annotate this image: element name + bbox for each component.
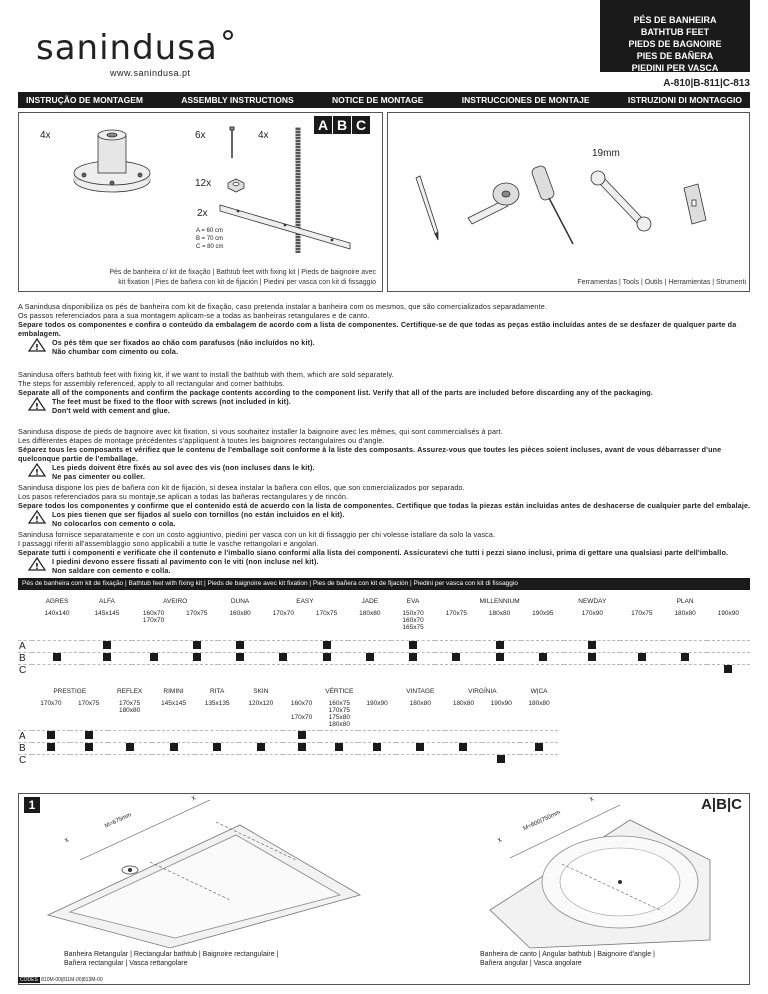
svg-text:!: ! [35, 343, 39, 352]
compat-cell [152, 754, 196, 766]
size-c: C = 80 cm [196, 244, 224, 250]
text-line: The steps for assembly referenced, apply to all rectangular and corner bathtubs. [18, 379, 285, 388]
variant-c: C [352, 116, 370, 134]
compat-cell [239, 754, 283, 766]
compat-table-2 [18, 688, 750, 766]
compatible-mark [236, 641, 244, 649]
corner-bathtub-caption [480, 950, 655, 968]
compat-cell [32, 730, 70, 742]
compat-cell [218, 664, 261, 676]
components-caption-line: Pés de banheira c/ kit de fixação | Bathtub feet with fixing kit | Pieds de baignoire avec [109, 269, 376, 276]
compatible-mark [236, 653, 244, 661]
variant-row-label: A [19, 730, 26, 742]
variant-row-label: A [19, 640, 26, 652]
compat-cell [239, 742, 283, 754]
compat-cell [445, 730, 483, 742]
codes-label: CODES [20, 977, 38, 983]
compat-cell [262, 664, 305, 676]
warning-icon [28, 338, 46, 352]
fixing-bar-icon [220, 205, 350, 249]
compat-cell [70, 730, 108, 742]
tools-caption: Ferramentas | Tools | Outils | Herramientas | Strumenti [577, 279, 746, 286]
size-cell: 180x80 [488, 610, 511, 617]
compatible-mark [103, 641, 111, 649]
model-name: REFLEX [116, 688, 143, 695]
compatible-mark [335, 743, 343, 751]
x-label: X [588, 796, 596, 804]
warning-icon [28, 557, 46, 571]
compatible-mark [47, 731, 55, 739]
compat-cell [175, 652, 218, 664]
warning-icon [28, 510, 46, 524]
text-line: Les différentes étapes de montage précédentes s'appliquent à toutes les baignoires rectangulaires ou d'angle. [18, 436, 385, 445]
compatible-mark [366, 653, 374, 661]
size-list [196, 227, 224, 251]
caption-line: Banheira Retangular | Rectangular bathtub | Baignoire rectangulaire | [64, 951, 279, 958]
compat-cell [520, 730, 558, 742]
step-variants: A|B|C [701, 796, 742, 813]
compatible-mark [298, 743, 306, 751]
compat-cell [391, 664, 434, 676]
spirit-level-icon [684, 184, 706, 224]
compat-cell [358, 742, 396, 754]
compat-cell [564, 664, 620, 676]
compatible-mark [323, 641, 331, 649]
compatible-mark [452, 653, 460, 661]
compatible-mark [257, 743, 265, 751]
size-cell: 170x70 [272, 610, 294, 617]
model-name: MILLENNIUM [479, 598, 520, 605]
size-cell: 120x120 [248, 700, 274, 707]
compatible-mark [681, 653, 689, 661]
compat-cell [32, 664, 82, 676]
tools-illustration [408, 160, 738, 250]
compat-cell [132, 664, 175, 676]
text-line: Sanindusa offers bathtub feet with fixing kit, if we want to install the bathtub with them, which are sold separately. [18, 370, 394, 379]
text-line: Sanindusa dispone los pies de bañera con kit de fijación, si desea instalar la bañera con ellos, que son comercializados por separado. [18, 483, 465, 492]
compat-cell [391, 652, 434, 664]
title-line: PIEDINI PER VASCA [631, 63, 719, 73]
compat-cell [218, 640, 261, 652]
compat-cell [358, 730, 396, 742]
warning-text: Les pieds doivent être fixés au sol avec des vis (non incluses dans le kit). [52, 463, 315, 472]
compat-cell [108, 742, 152, 754]
text-bold: Separate all of the components and confirm the package contents according to the component list. Verify that all of the parts are included before discarding any of the packaging. [18, 388, 653, 397]
variant-row-label: B [19, 742, 26, 754]
compat-cell [175, 664, 218, 676]
lang-title-es: INSTRUCCIONES DE MONTAJE [461, 95, 590, 105]
compat-cell [396, 730, 445, 742]
qty-bar: 2x [197, 208, 208, 219]
compatible-mark [416, 743, 424, 751]
compatible-mark [85, 743, 93, 751]
screw-icon [230, 127, 234, 158]
svg-text:!: ! [35, 515, 39, 524]
warning-text: No colocarlos con cemento o cola. [52, 519, 176, 528]
compat-cell [108, 730, 152, 742]
size-cell: 160x70 170x70 [142, 610, 165, 624]
size-cell: 190x90 [366, 700, 388, 707]
compat-cell [358, 754, 396, 766]
compatible-mark [409, 641, 417, 649]
compat-cell [482, 742, 520, 754]
compat-cell [82, 640, 132, 652]
size-b: B = 70 cm [196, 236, 224, 242]
size-cell: 190x90 [717, 610, 739, 617]
compat-cell [348, 664, 391, 676]
compat-cell [663, 652, 706, 664]
components-caption-line: kit fixation | Pies de bañera con kit de fijación | Piedini per vasca con kit di fissaggio [118, 279, 376, 286]
size-cell: 180x80 [359, 610, 381, 617]
compat-cell [320, 742, 358, 754]
warning-text: Ne pas cimenter ou coller. [52, 472, 145, 481]
compat-cell [445, 742, 483, 754]
compat-cell [478, 640, 521, 652]
compatible-mark [539, 653, 547, 661]
qty-feet: 4x [40, 130, 51, 141]
warning-icon [28, 463, 46, 477]
compatible-mark [373, 743, 381, 751]
brand-logo: sanindusa [36, 28, 218, 68]
caption-line: Banheira de canto | Angular bathtub | Baignoire d'angle | [480, 951, 655, 958]
compatible-mark [103, 653, 111, 661]
compat-cell [305, 652, 348, 664]
compat-cell [195, 730, 239, 742]
text-es [18, 483, 754, 528]
wrench-icon [591, 171, 651, 231]
corner-bathtub-illustration [470, 800, 730, 950]
warning-text: Os pés têm que ser fixados ao chão com parafusos (não incluídos no kit). [52, 338, 315, 347]
compatible-mark [298, 731, 306, 739]
size-cell: 160x80 [229, 610, 251, 617]
svg-text:!: ! [35, 468, 39, 477]
x-label: X [63, 837, 71, 845]
text-bold: Séparez tous les composants et vérifiez que le contenu de l'emballage soit conforme à la liste des composants. Assurez-vous que toutes les pièces soient incluses, avant de vous débarrasser d'une quelconque partie de l'emballage. [18, 445, 722, 463]
size-cell: 190x95 [532, 610, 554, 617]
logo-mark-icon [223, 30, 233, 40]
compat-cell [520, 754, 558, 766]
warning-text: Não chumbar com cimento ou cola. [52, 347, 179, 356]
codes-value: 810M-00|811M-00|813M-00 [41, 977, 103, 983]
size-cell: 140x140 [44, 610, 70, 617]
tape-measure-icon [468, 183, 519, 224]
compat-cell [478, 652, 521, 664]
svg-text:!: ! [35, 402, 39, 411]
compat-cell [521, 640, 564, 652]
model-name: NEWDAY [578, 598, 607, 605]
compatible-mark [496, 641, 504, 649]
warning-text: Non saldare con cemento e colla. [52, 566, 171, 575]
model-name: PLAN [676, 598, 694, 605]
compat-cell [320, 754, 358, 766]
compat-cell [195, 754, 239, 766]
compat-cell [478, 664, 521, 676]
compat-cell [620, 640, 663, 652]
compatible-mark [588, 641, 596, 649]
compat-cell [218, 652, 261, 664]
compat-cell [435, 652, 478, 664]
size-cell: 170x90 [581, 610, 603, 617]
compat-cell [521, 652, 564, 664]
compat-cell [348, 640, 391, 652]
compat-cell [82, 652, 132, 664]
title-line: PÉS DE BANHEIRA [633, 15, 717, 25]
compat-cell [132, 652, 175, 664]
compat-cell [82, 664, 132, 676]
compat-cell [707, 652, 750, 664]
text-line: Os passos referenciados para a sua montagem aplicam-se a todas as banheiras retangulares e de canto. [18, 311, 370, 320]
language-bar [18, 92, 750, 108]
compatible-mark [170, 743, 178, 751]
compatible-mark [193, 653, 201, 661]
size-cell: 170x75 [445, 610, 467, 617]
size-cell: 145x145 [94, 610, 120, 617]
compat-cell [70, 754, 108, 766]
text-it [18, 530, 754, 575]
text-line: Sanindusa dispose de pieds de bagnoire avec kit fixation, si vous souhaitez installer la baignoire avec les mêmes, qui sont commercialisés à part. [18, 427, 503, 436]
compat-cell [32, 742, 70, 754]
compat-cell [32, 754, 70, 766]
compat-cell [195, 742, 239, 754]
compatible-mark [535, 743, 543, 751]
bathtub-foot-icon [74, 130, 150, 192]
text-fr [18, 427, 754, 481]
compat-cell [320, 730, 358, 742]
size-cell: 170x75 [631, 610, 653, 617]
components-caption [40, 268, 376, 288]
variant-row-label: C [19, 754, 27, 766]
lang-title-pt: INSTRUÇÃO DE MONTAGEM [26, 95, 143, 105]
model-name: W|CA [530, 688, 548, 695]
qty-screw: 6x [195, 130, 206, 141]
size-cell: 170x75 [186, 610, 208, 617]
model-name: EVA [406, 598, 420, 605]
compat-cell [663, 664, 706, 676]
compat-cell [32, 640, 82, 652]
compat-cell [620, 652, 663, 664]
size-cell: 170x75 180x80 [118, 700, 141, 714]
compatible-mark [724, 665, 732, 673]
compatible-mark [126, 743, 134, 751]
model-name: VÉRTICE [325, 688, 354, 695]
compat-cell [262, 640, 305, 652]
compat-cell [305, 640, 348, 652]
text-bold: Separate tutti i componenti e verificate che il contenuto e l'imballo siano conformi alla lista dei componenti. Assicuratevi che tutti i pezzi siano inclusi, prima di gettare una qualsiasi parte dell'imballo. [18, 548, 729, 557]
size-cell: 150x70 160x70 165x75 [402, 610, 424, 631]
text-line: I passaggi riferiti all'assemblaggio sono applicabili a tutte le vasche rettangolari e angolari. [18, 539, 319, 548]
model-code: A-810|B-811|C-813 [663, 78, 750, 89]
compat-cell [108, 754, 152, 766]
svg-text:!: ! [35, 562, 39, 571]
rectangular-bathtub-illustration [40, 800, 370, 950]
compat-cell [663, 640, 706, 652]
product-codes [18, 977, 103, 983]
compat-cell [707, 640, 750, 652]
text-en [18, 370, 754, 415]
compatible-mark [323, 653, 331, 661]
compat-cell [445, 754, 483, 766]
warning-text: Don't weld with cement and glue. [52, 406, 170, 415]
compatible-mark [497, 755, 505, 763]
model-name: ALFA [99, 598, 115, 605]
rect-bathtub-caption [64, 950, 278, 968]
size-cell: 190x90 [490, 700, 512, 707]
compat-cell [152, 742, 196, 754]
compat-cell [175, 640, 218, 652]
model-name: AVEIRO [163, 598, 188, 605]
compatible-mark [279, 653, 287, 661]
compat-cell [305, 664, 348, 676]
text-pt [18, 302, 754, 356]
compat-cell [32, 652, 82, 664]
screwdriver-icon [531, 165, 573, 244]
product-title-box [600, 0, 750, 72]
model-name: RIMINI [163, 688, 184, 695]
compatible-mark [53, 653, 61, 661]
corner-dimension: M=600|750mm [522, 809, 562, 833]
lang-title-it: ISTRUZIONI DI MONTAGGIO [627, 95, 742, 105]
model-name: VINTAGE [406, 688, 435, 695]
warning-icon [28, 397, 46, 411]
size-a: A = 60 cm [196, 228, 223, 234]
warning-text: I piedini devono essere fissati al pavimento con le viti (non incluse nel kit). [52, 557, 319, 566]
compat-cell [482, 730, 520, 742]
compat-cell [707, 664, 750, 676]
wrench-size: 19mm [592, 148, 620, 159]
compatibility-bar: Pés de banheira com kit de fixação | Bathtub feet with fixing kit | Pieds de baignoire avec kit fixation | Pies de bañera con kit de fijación | Piedini per vasca con kit di fissaggio [18, 578, 750, 590]
title-line: BATHTUB FEET [640, 27, 710, 37]
model-name: PRESTIGE [53, 688, 87, 695]
model-name: EASY [296, 598, 314, 605]
size-cell: 180x80 [674, 610, 696, 617]
variant-row-label: B [19, 652, 26, 664]
caption-line: Bañera angular | Vasca angolare [480, 960, 582, 967]
compat-cell [239, 730, 283, 742]
compat-cell [283, 742, 321, 754]
lang-title-en: ASSEMBLY INSTRUCTIONS [181, 95, 294, 105]
x-label: X [190, 795, 198, 803]
compat-cell [348, 652, 391, 664]
caption-line: Bañera rectangular | Vasca rettangolare [64, 960, 188, 967]
compat-cell [435, 664, 478, 676]
text-bold: Separe todos los componentes y confirme que el contenido está de acuerdo con la lista de componentes. Certifique que todas la piezas están incluidas antes de deshacerse de cualquier parte del embalaje. [18, 501, 751, 510]
size-cell: 170x75 [77, 700, 100, 707]
compatible-mark [409, 653, 417, 661]
size-cell: 180x80 [409, 700, 431, 707]
compatible-mark [588, 653, 596, 661]
rect-dimension: M=675mm [104, 812, 133, 830]
compat-cell [564, 652, 620, 664]
model-name: RITA [210, 688, 225, 695]
text-line: Sanindusa fornisce separatamente e con un costo aggiuntivo, piedini per vasca con un kit di fissaggio per chi volesse istallare da solo la vasca. [18, 530, 496, 539]
size-cell: 160x70 170x70 [290, 700, 313, 721]
compat-cell [70, 742, 108, 754]
compatible-mark [459, 743, 467, 751]
compat-cell [152, 730, 196, 742]
compat-cell [564, 640, 620, 652]
x-label: X [496, 837, 504, 845]
compat-table-1 [18, 598, 750, 676]
pencil-icon [416, 176, 438, 240]
variant-b: B [333, 116, 351, 134]
compatible-mark [150, 653, 158, 661]
model-name: JADE [361, 598, 379, 605]
compat-cell [482, 754, 520, 766]
model-name: VIRGÍNIA [468, 688, 497, 695]
model-name: SKIN [253, 688, 269, 695]
model-name: AGRES [45, 598, 69, 605]
compat-cell [520, 742, 558, 754]
size-cell: 160x75 170x75 175x80 180x80 [328, 700, 350, 728]
text-line: A Sanindusa disponibiliza os pés de banheira com kit de fixação, caso pretenda instalar a banheira com os mesmos, que são comercializados separadamente. [18, 302, 548, 311]
size-cell: 135x135 [204, 700, 230, 707]
lang-title-fr: NOTICE DE MONTAGE [331, 95, 424, 105]
compatible-mark [638, 653, 646, 661]
qty-nut: 12x [195, 178, 212, 189]
compatible-mark [496, 653, 504, 661]
compat-cell [132, 640, 175, 652]
size-cell: 170x70 [40, 700, 62, 707]
compat-cell [391, 640, 434, 652]
text-line: Los pasos referenciados para su montaje,se aplican a todas las bañeras rectangulares y de rincón. [18, 492, 349, 501]
compatible-mark [193, 641, 201, 649]
size-cell: 170x75 [315, 610, 338, 617]
title-line: PIES DE BAÑERA [636, 51, 714, 61]
compat-cell [435, 640, 478, 652]
size-cell: 180x80 [528, 700, 550, 707]
size-cell: 145x145 [161, 700, 187, 707]
size-cell: 180x80 [452, 700, 475, 707]
title-line: PIEDS DE BAGNOIRE [628, 39, 722, 49]
compat-cell [262, 652, 305, 664]
compatible-mark [213, 743, 221, 751]
warning-text: Los pies tienen que ser fijados al suelo con tornillos (no están incluidos en el kit). [52, 510, 345, 519]
model-name: DUNA [230, 598, 250, 605]
step-number: 1 [24, 797, 40, 813]
variant-row-label: C [19, 664, 27, 676]
text-bold: Separe todos os componentes e confira o conteúdo da embalagem de acordo com a lista de componentes. Certifique-se de que todas as peças estão incluídas antes de se desfazer de qualquer parte da embalagem. [18, 320, 737, 338]
compat-cell [521, 664, 564, 676]
compatible-mark [85, 731, 93, 739]
variant-a: A [314, 116, 332, 134]
compat-cell [396, 742, 445, 754]
warning-text: The feet must be fixed to the floor with screws (not included in kit). [52, 397, 291, 406]
compat-cell [283, 730, 321, 742]
website-url: www.sanindusa.pt [110, 68, 191, 78]
nut-icon [228, 179, 244, 192]
compat-cell [396, 754, 445, 766]
compatible-mark [47, 743, 55, 751]
compat-cell [283, 754, 321, 766]
compat-cell [620, 664, 663, 676]
qty-rod: 4x [258, 130, 269, 141]
